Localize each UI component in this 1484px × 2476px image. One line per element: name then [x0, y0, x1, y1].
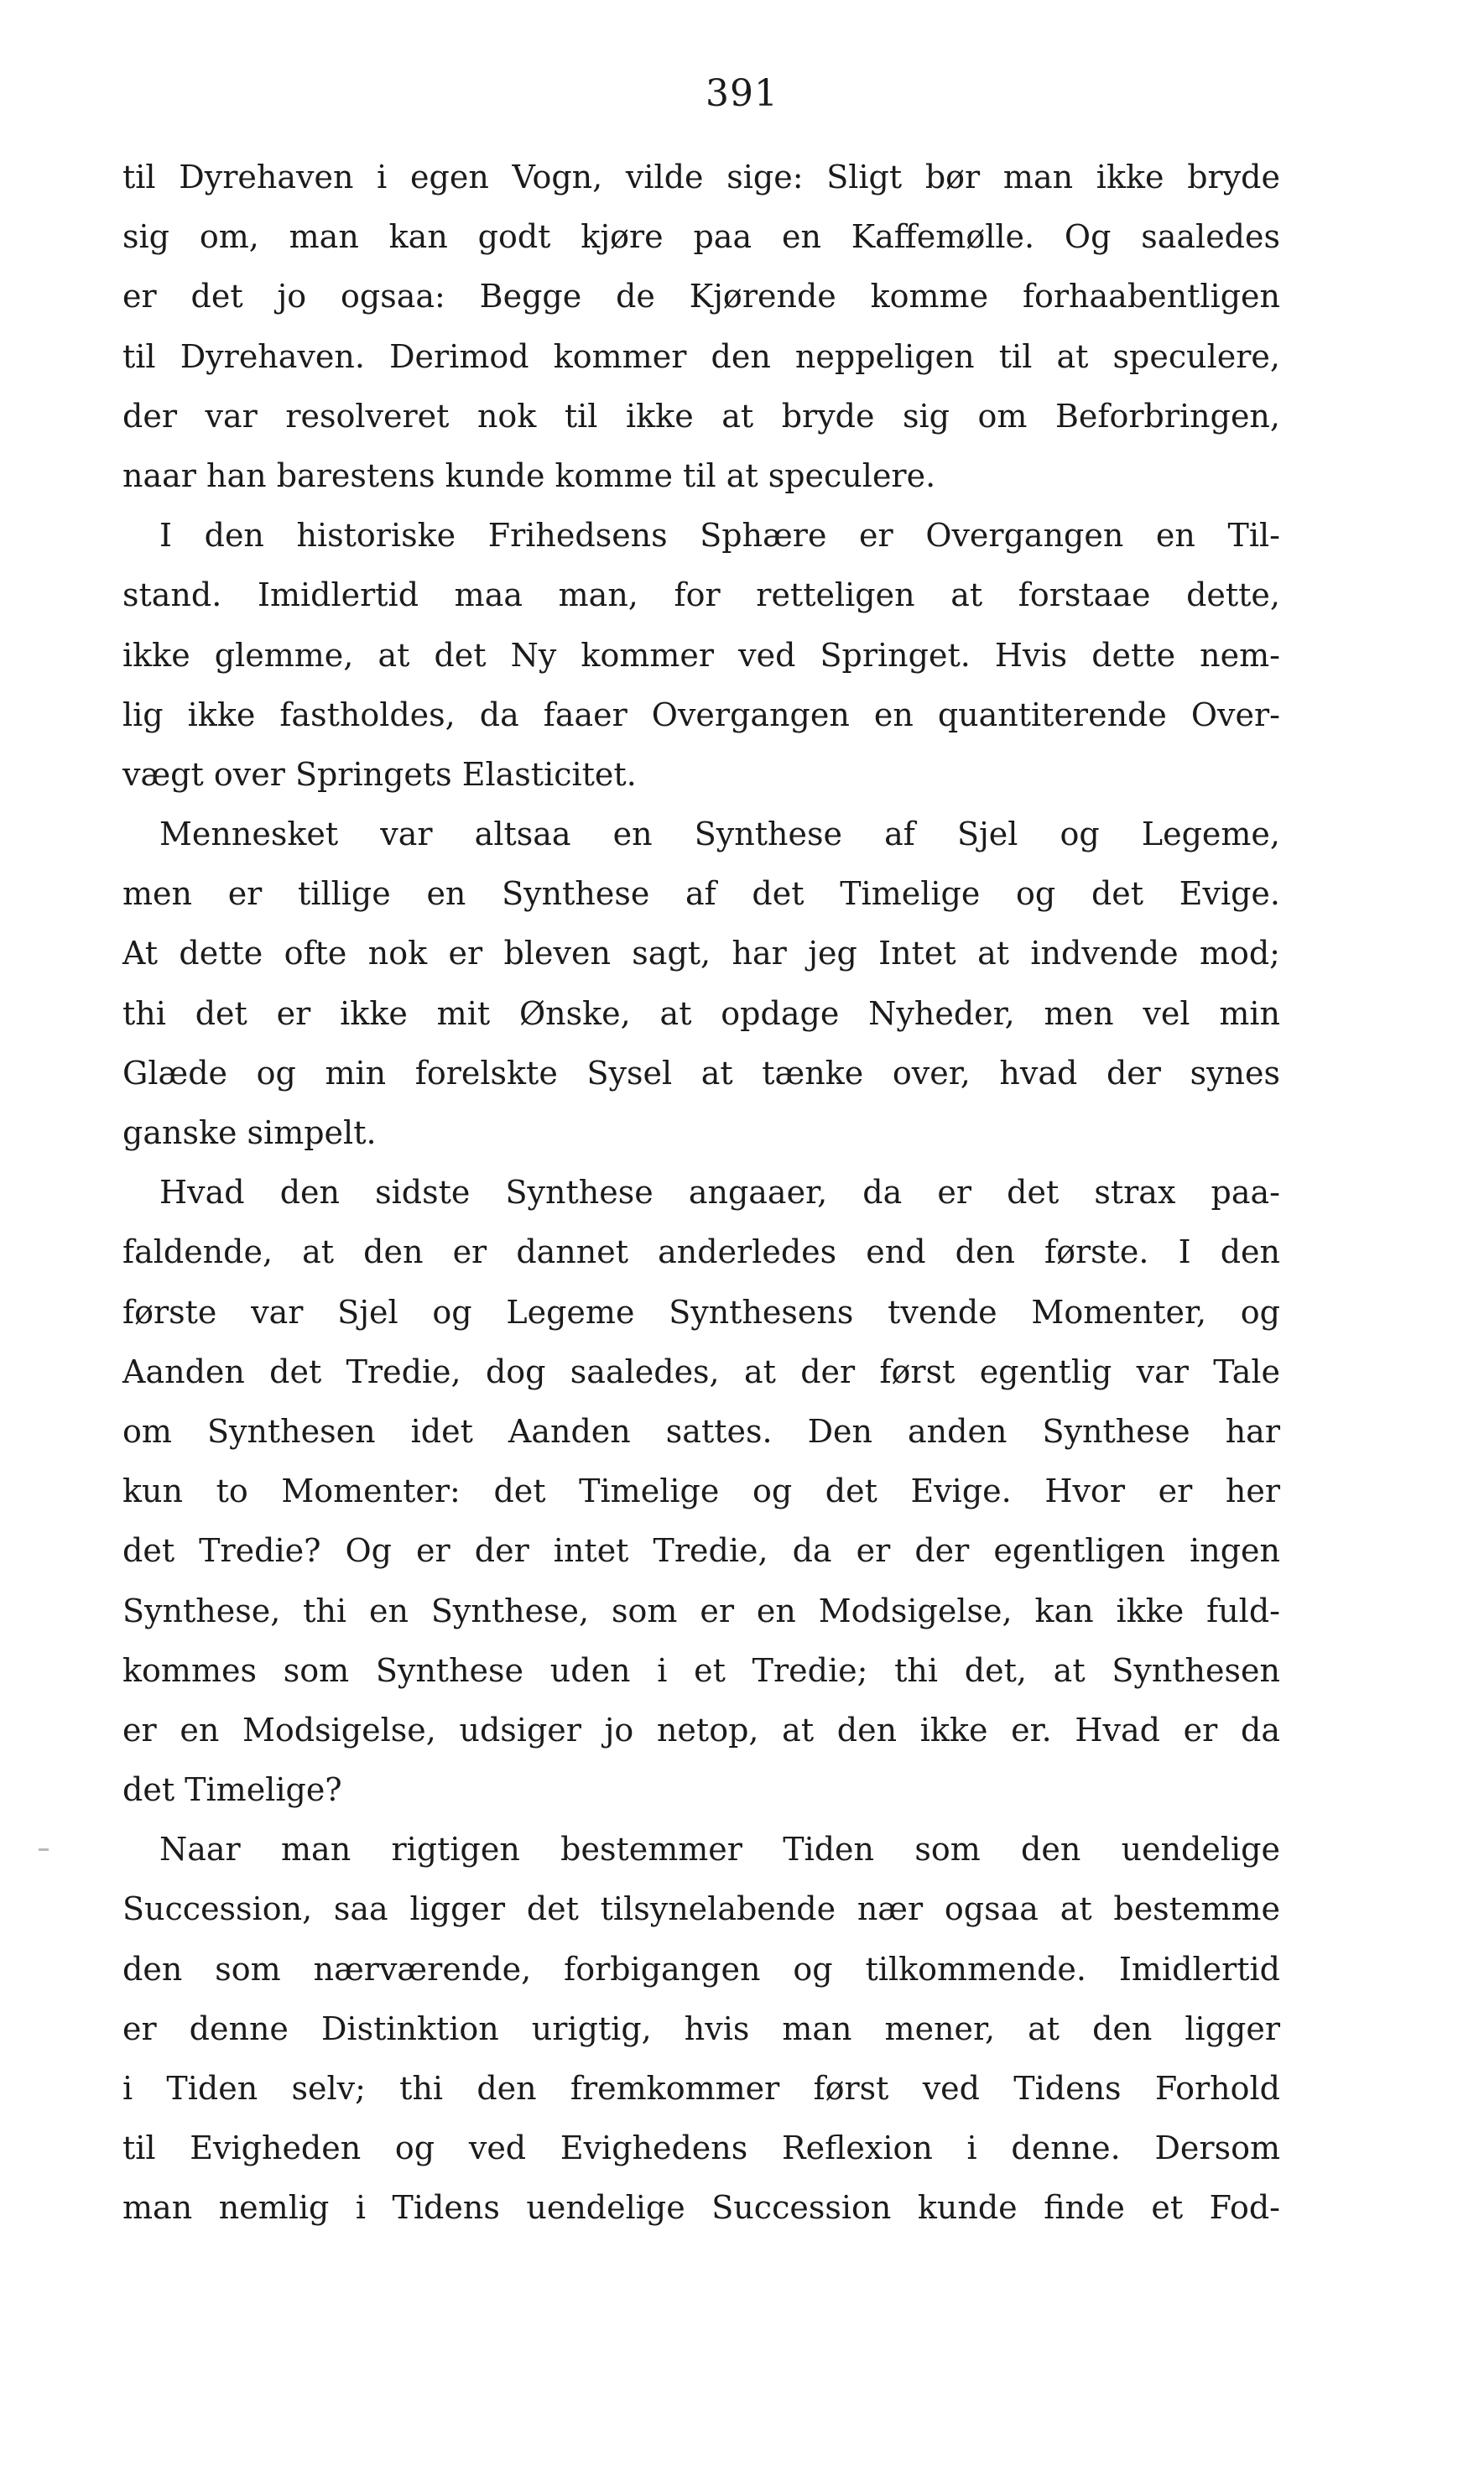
- text-line: til Dyrehaven i egen Vogn, vilde sige: Sligt bør man ikke bryde: [122, 159, 1280, 195]
- paragraph: [122, 805, 1280, 1163]
- text-line: Aanden det Tredie, dog saaledes, at der først egentlig var Tale: [122, 1353, 1280, 1390]
- margin-mark: [39, 1848, 49, 1851]
- text-line: At dette ofte nok er bleven sagt, har jeg Intet at indvende mod;: [122, 935, 1280, 972]
- text-line: til Evigheden og ved Evighedens Reflexion i denne. Dersom: [122, 2129, 1280, 2167]
- paragraph: [122, 506, 1280, 805]
- text-line: naar han barestens kunde komme til at speculere.: [122, 456, 936, 494]
- text-line: ikke glemme, at det Ny kommer ved Springet. Hvis dette nem-: [122, 636, 1280, 674]
- text-line: man nemlig i Tidens uendelige Succession kunde finde et Fod-: [122, 2189, 1280, 2227]
- paragraph: [122, 1163, 1280, 1820]
- text-line: Synthese, thi en Synthese, som er en Modsigelse, kan ikke fuld-: [122, 1592, 1280, 1629]
- text-line: vægt over Springets Elasticitet.: [122, 755, 637, 793]
- text-line: kommes som Synthese uden i et Tredie; thi det, at Synthesen: [122, 1651, 1280, 1689]
- text-line: I den historiske Frihedsens Sphære er Overgangen en Til-: [159, 517, 1280, 555]
- text-line: Naar man rigtigen bestemmer Tiden som den uendelige: [159, 1831, 1280, 1869]
- text-line: i Tiden selv; thi den fremkommer først ved Tidens Forhold: [122, 2070, 1280, 2107]
- text-line: der var resolveret nok til ikke at bryde sig om Beforbringen,: [122, 397, 1280, 435]
- text-line: ganske simpelt.: [122, 1114, 377, 1151]
- text-line: Glæde og min forelskte Sysel at tænke over, hvad der synes: [122, 1054, 1280, 1092]
- text-line: stand. Imidlertid maa man, for retteligen at forstaae dette,: [122, 576, 1280, 614]
- text-line: om Synthesen idet Aanden sattes. Den anden Synthese har: [122, 1412, 1280, 1450]
- paragraph: [122, 1820, 1280, 2238]
- text-line: første var Sjel og Legeme Synthesens tvende Momenter, og: [122, 1293, 1280, 1331]
- text-line: sig om, man kan godt kjøre paa en Kaffemølle. Og saaledes: [122, 218, 1280, 256]
- text-line: faldende, at den er dannet anderledes end den første. I den: [122, 1233, 1280, 1271]
- text-line: lig ikke fastholdes, da faaer Overgangen en quantiterende Over-: [122, 696, 1280, 733]
- text-line: Mennesket var altsaa en Synthese af Sjel og Legeme,: [159, 816, 1280, 853]
- text-line: den som nærværende, forbigangen og tilkommende. Imidlertid: [122, 1950, 1280, 1988]
- text-line: er en Modsigelse, udsiger jo netop, at den ikke er. Hvad er da: [122, 1711, 1280, 1749]
- page-number: 391: [706, 72, 778, 115]
- text-line: men er tillige en Synthese af det Timelige og det Evige.: [122, 875, 1280, 913]
- paragraph: [122, 148, 1280, 506]
- text-line: er det jo ogsaa: Begge de Kjørende komme forhaabentligen: [122, 278, 1280, 315]
- text-line: Hvad den sidste Synthese angaaer, da er det strax paa-: [159, 1174, 1280, 1212]
- text-line: kun to Momenter: det Timelige og det Evige. Hvor er her: [122, 1473, 1280, 1510]
- body-text: [122, 148, 1280, 2239]
- text-line: til Dyrehaven. Derimod kommer den neppeligen til at speculere,: [122, 337, 1280, 375]
- text-line: thi det er ikke mit Ønske, at opdage Nyheder, men vel min: [122, 994, 1280, 1032]
- text-line: Succession, saa ligger det tilsynelabende nær ogsaa at bestemme: [122, 1890, 1280, 1928]
- text-line: det Timelige?: [122, 1771, 342, 1809]
- text-line: det Tredie? Og er der intet Tredie, da er der egentligen ingen: [122, 1532, 1280, 1570]
- text-line: er denne Distinktion urigtig, hvis man mener, at den ligger: [122, 2009, 1280, 2047]
